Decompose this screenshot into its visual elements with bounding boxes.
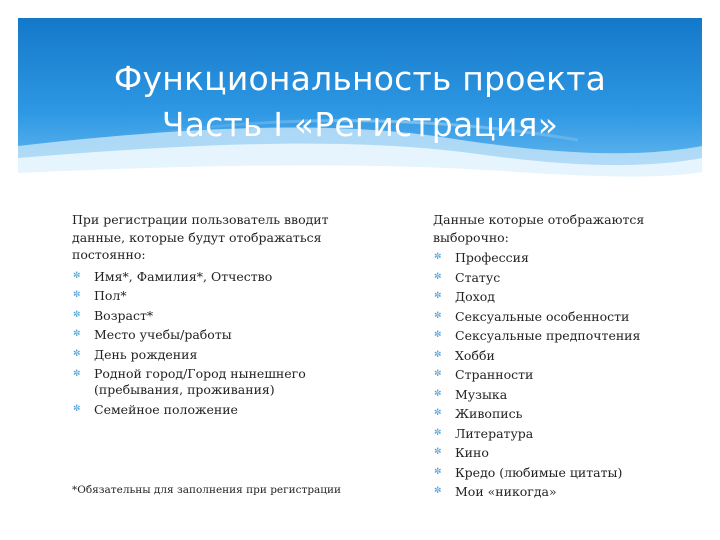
list-item-text: Сексуальные предпочтения [455,328,641,343]
star-bullet-icon: ✼ [434,310,442,321]
list-item [433,482,683,502]
list-item [72,400,372,420]
list-item-text: Сексуальные особенности [455,308,630,324]
list-item [72,306,372,326]
list-item-text: Кредо (любимые цитаты) [455,464,623,480]
list-item-text: Статус [455,269,501,285]
left-column [72,211,372,420]
star-bullet-icon: ✼ [434,408,442,418]
list-item-text: Доход [455,289,495,304]
list-item-text: Возраст* [94,307,154,323]
right-list [433,248,683,502]
list-item [433,326,683,346]
star-bullet-icon: ✼ [73,348,81,359]
left-intro: При регистрации пользователь вводит данные, которые будут отображаться постоянно: [72,212,329,262]
star-bullet-icon: ✼ [434,427,442,438]
star-bullet-icon: ✼ [73,404,81,414]
list-item-text: Имя*, Фамилия*, Отчество [94,268,273,284]
star-bullet-icon: ✼ [73,369,81,379]
title-line-1: Функциональность проекта [113,59,607,98]
list-item [72,267,372,287]
list-item [433,463,683,483]
star-bullet-icon: ✼ [434,349,442,360]
list-item-text: Место учебы/работы [94,327,232,342]
list-item-text: Семейное положение [94,402,238,417]
star-bullet-icon: ✼ [434,486,442,496]
star-bullet-icon: ✼ [434,388,442,399]
title-line-2: Часть I «Регистрация» [161,105,559,144]
star-bullet-icon: ✼ [434,466,442,477]
list-item-text: Пол* [94,288,127,303]
list-item [72,345,372,365]
list-item-text: Родной город/Город нынешнего (пребывания, проживания) [94,366,306,397]
star-bullet-icon: ✼ [73,329,81,339]
list-item-text: Мои «никогда» [455,484,557,499]
list-item-text: Музыка [455,386,508,402]
list-item [433,365,683,385]
list-item [433,424,683,444]
star-bullet-icon: ✼ [434,271,442,282]
list-item [433,307,683,327]
star-bullet-icon: ✼ [73,290,81,300]
list-item-text: Кино [455,445,489,460]
list-item [72,364,372,400]
star-bullet-icon: ✼ [434,252,442,262]
list-item [433,404,683,424]
list-item [433,287,683,307]
list-item [433,443,683,463]
list-item [72,325,372,345]
star-bullet-icon: ✼ [73,270,81,281]
list-item-text: Странности [455,367,534,382]
star-bullet-icon: ✼ [434,330,442,340]
right-column [433,211,683,502]
slide-title [18,56,702,148]
star-bullet-icon: ✼ [434,369,442,379]
list-item-text: Литература [455,425,534,441]
footnote: *Обязательны для заполнения при регистрации [72,484,342,496]
list-item-text: Профессия [455,250,529,265]
list-item [72,286,372,306]
right-intro: Данные которые отображаются выборочно: [433,212,645,245]
star-bullet-icon: ✼ [73,309,81,320]
list-item [433,268,683,288]
list-item [433,385,683,405]
list-item [433,346,683,366]
list-item-text: Живопись [455,406,523,421]
list-item-text: Хобби [455,347,495,363]
list-item-text: День рождения [94,346,198,362]
list-item [433,248,683,268]
star-bullet-icon: ✼ [434,447,442,457]
left-list [72,267,372,420]
star-bullet-icon: ✼ [434,291,442,301]
title-banner [18,18,702,190]
